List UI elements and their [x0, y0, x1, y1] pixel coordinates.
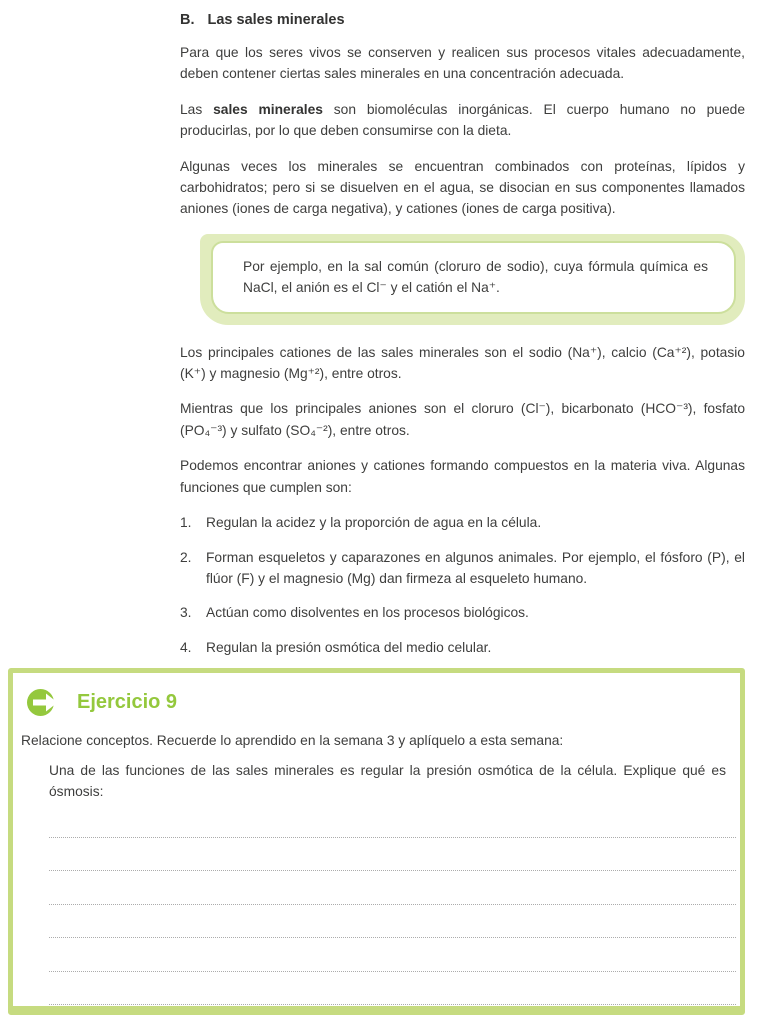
paragraph: Los principales cationes de las sales minerales son el sodio (Na⁺), calcio (Ca⁺²), potasio (K⁺) y magnesio (Mg⁺²), entre otros.: [180, 344, 745, 382]
exercise-box: [8, 668, 745, 1015]
example-callout-inner: [211, 241, 736, 314]
paragraph-text: Las: [180, 101, 214, 117]
paragraph: Podemos encontrar aniones y cationes formando compuestos en la materia viva. Algunas funciones que cumplen son:: [180, 458, 745, 495]
list-item: [180, 602, 745, 623]
document-body: [180, 8, 745, 671]
answer-line[interactable]: [49, 972, 736, 1006]
list-item-text: Forman esqueletos y caparazones en algunos animales. Por ejemplo, el fósforo (P), el flúor (F) y el magnesio (Mg) dan firmeza al esqueleto humano.: [206, 549, 745, 586]
answer-line[interactable]: [49, 838, 736, 872]
paragraph: Para que los seres vivos se conserven y realicen sus procesos vitales adecuadamente, deben contener ciertas sales minerales en una concentración adecuada.: [180, 45, 745, 82]
list-item: [180, 547, 745, 590]
functions-list: [180, 512, 745, 658]
list-item-number: 1.: [180, 515, 192, 531]
list-item-text: Actúan como disolventes en los procesos biológicos.: [206, 605, 529, 621]
list-item: [180, 512, 745, 533]
answer-line[interactable]: [49, 905, 736, 939]
exercise-header: [27, 688, 740, 717]
paragraph: Mientras que los principales aniones son el cloruro (Cl⁻), bicarbonato (HCO⁻³), fosfato (PO₄⁻³) y sulfato (SO₄⁻²), entre otros.: [180, 401, 745, 438]
paragraph: [180, 99, 745, 142]
answer-lines: [49, 804, 736, 1005]
paragraph: Algunas veces los minerales se encuentran combinados con proteínas, lípidos y carbohidratos; pero si se disuelven en el agua, se disocian en sus componentes llamados aniones (iones de carga negativa), y cationes (iones de carga positiva).: [180, 158, 745, 217]
list-item-number: 4.: [180, 639, 192, 655]
arrow-right-circle-icon: [27, 688, 61, 717]
list-item-number: 3.: [180, 605, 192, 621]
exercise-title: Ejercicio 9: [77, 691, 178, 713]
answer-line[interactable]: [49, 804, 736, 838]
section-heading-title: Las sales minerales: [207, 12, 345, 28]
answer-line[interactable]: [49, 871, 736, 905]
exercise-intro: Relacione conceptos. Recuerde lo aprendido en la semana 3 y aplíquelo a esta semana:: [21, 733, 564, 748]
callout-text: Por ejemplo, en la sal común (cloruro de sodio), cuya fórmula química es NaCl, el anión es el Cl⁻ y el catión el Na⁺.: [243, 258, 708, 296]
example-callout: [200, 234, 745, 325]
paragraph-text: son biomoléculas inorgánicas. El cuerpo humano no puede producirlas, por lo que deben consumirse con la dieta.: [180, 101, 745, 139]
answer-line[interactable]: [49, 938, 736, 972]
list-item-text: Regulan la acidez y la proporción de agua en la célula.: [206, 515, 542, 531]
exercise-prompt: Una de las funciones de las sales minerales es regular la presión osmótica de la célula. Explique qué es ósmosis:: [49, 763, 726, 800]
bold-term: sales minerales: [213, 101, 323, 117]
section-heading-label: B.: [180, 12, 195, 28]
list-item-text: Regulan la presión osmótica del medio celular.: [206, 639, 492, 655]
list-item-number: 2.: [180, 549, 192, 565]
list-item: [180, 637, 745, 658]
section-heading: [180, 12, 745, 28]
